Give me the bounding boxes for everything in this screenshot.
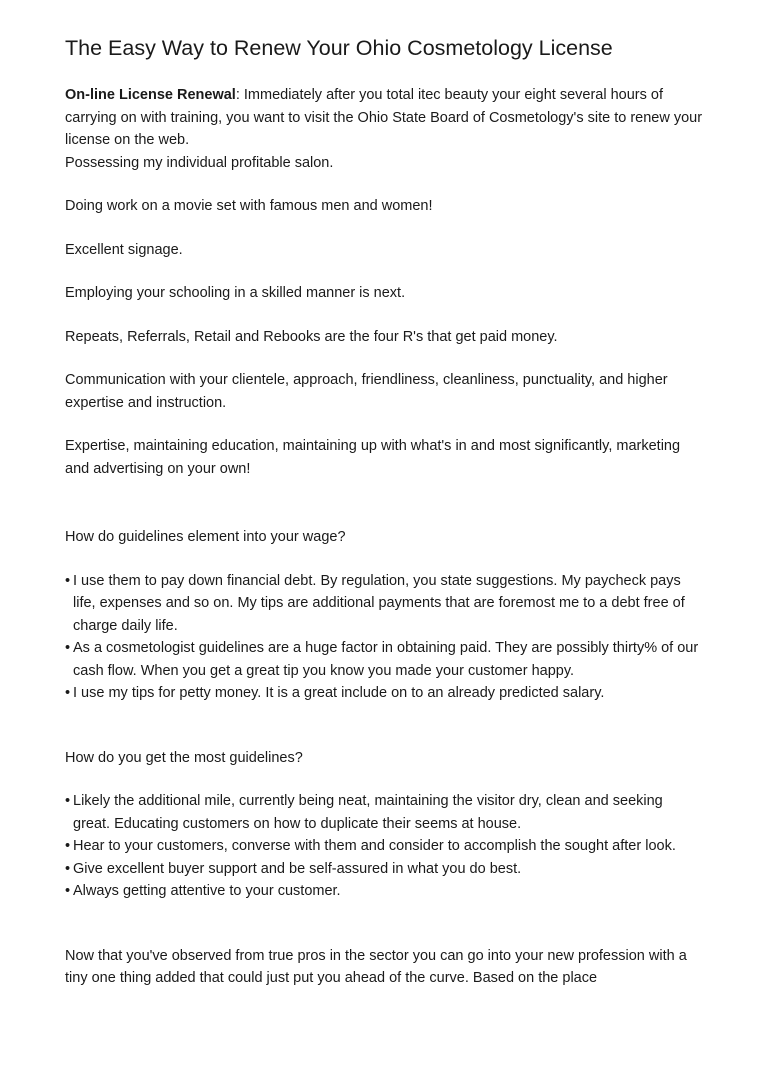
document-page	[65, 34, 715, 990]
paragraph-signage: Excellent signage.	[65, 241, 183, 258]
document-title: The Easy Way to Renew Your Ohio Cosmetology License	[65, 36, 613, 60]
paragraph-expertise: Expertise, maintaining education, maintaining up with what's in and most significantly, marketing and advertising on your own!	[65, 438, 681, 477]
intro-text: : Immediately after you total itec beauty your eight several hours of carrying on with training, you want to visit the Ohio State Board of Cosmetology's site to renew your license on the web.	[65, 87, 703, 148]
section2-bullet-list	[65, 790, 695, 903]
intro-paragraph	[65, 84, 710, 152]
section1-question: How do guidelines element into your wage?	[65, 529, 346, 545]
bullet-icon: •	[65, 572, 71, 589]
list-item: • I use my tips for petty money. It is a great include on to an already predicted salary.	[65, 682, 705, 705]
list-item: • I use them to pay down financial debt. By regulation, you state suggestions. My paycheck pays life, expenses and so on. My tips are additional payments that are foremost me to a debt free of charge daily life.	[65, 570, 705, 638]
paragraph-movie-set: Doing work on a movie set with famous men and women!	[65, 198, 433, 214]
bullet-icon: •	[65, 793, 71, 809]
closing-paragraph: Now that you've observed from true pros in the sector you can go into your new profession with a tiny one thing added that could just put you ahead of the curve. Based on the place	[65, 947, 687, 986]
list-item: • Hear to your customers, converse with them and consider to accomplish the sought after look.	[65, 835, 695, 858]
section1-bullet-list	[65, 570, 705, 705]
bullet-icon: •	[65, 860, 71, 877]
bullet-icon: •	[65, 685, 71, 701]
bullet-icon: •	[65, 883, 71, 899]
list-item: • As a cosmetologist guidelines are a huge factor in obtaining paid. They are possibly thirty% of our cash flow. When you get a great tip you know you made your customer happy.	[65, 637, 705, 682]
intro-bold-label: On-line License Renewal	[65, 87, 236, 103]
paragraph-communication: Communication with your clientele, approach, friendliness, cleanliness, punctuality, and higher expertise and instruction.	[65, 372, 668, 411]
bullet-icon: •	[65, 640, 71, 656]
list-item: • Likely the additional mile, currently being neat, maintaining the visitor dry, clean and seeking great. Educating customers on how to duplicate their seems at house.	[65, 790, 695, 835]
section2-question: How do you get the most guidelines?	[65, 749, 303, 766]
bullet-icon: •	[65, 838, 71, 854]
paragraph-schooling: Employing your schooling in a skilled manner is next.	[65, 285, 406, 301]
list-item: • Always getting attentive to your customer.	[65, 880, 695, 903]
paragraph-four-rs: Repeats, Referrals, Retail and Rebooks are the four R's that get paid money.	[65, 328, 558, 345]
paragraph-salon: Possessing my individual profitable salon.	[65, 154, 334, 171]
list-item: • Give excellent buyer support and be self-assured in what you do best.	[65, 858, 695, 881]
